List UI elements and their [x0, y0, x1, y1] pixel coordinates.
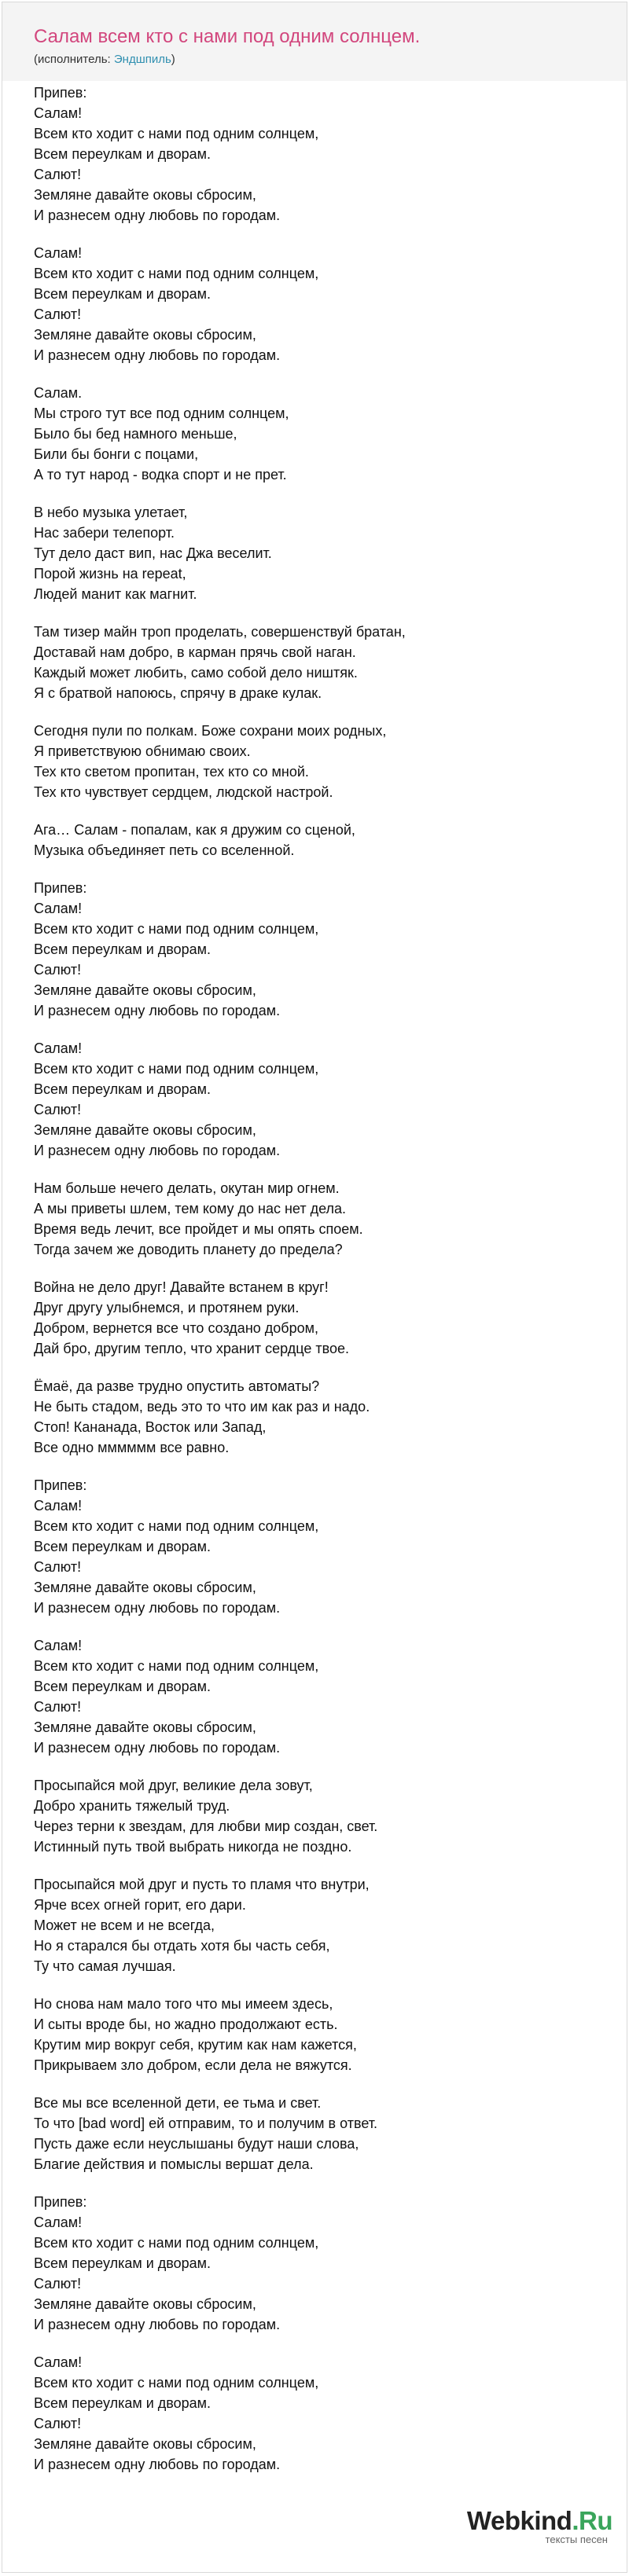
lyric-line: Нас забери телепорт. [34, 525, 175, 541]
lyric-line: Всем кто ходит с нами под одним солнцем, [34, 1061, 319, 1077]
lyrics-stanza [34, 1038, 627, 1161]
lyric-line: Ту что самая лучшая. [34, 1958, 176, 1974]
lyric-line: А мы приветы шлем, тем кому до нас нет дела. [34, 1201, 347, 1216]
lyric-line: Стоп! Кананада, Восток или Запад, [34, 1419, 267, 1435]
lyric-line: Тогда зачем же доводить планету до предела? [34, 1242, 343, 1257]
lyrics-stanza [34, 2093, 627, 2174]
lyric-line: Салам! [34, 2354, 83, 2370]
lyric-line: Салют! [34, 962, 82, 978]
lyric-line: Просыпайся мой друг, великие дела зовут, [34, 1778, 313, 1793]
logo-web: Webkind [466, 2506, 572, 2535]
lyric-line: Не быть стадом, ведь это то что им как раз и надо. [34, 1399, 370, 1415]
lyric-line: Салам! [34, 2215, 83, 2230]
lyric-line: Всем кто ходит с нами под одним солнцем, [34, 2235, 319, 2251]
lyric-line: Пусть даже если неуслышаны будут наши слова, [34, 2136, 359, 2152]
lyric-line: И разнесем одну любовь по городам. [34, 1143, 281, 1158]
lyric-line: Время ведь лечит, все пройдет и мы опять споем. [34, 1221, 363, 1237]
lyric-line: Всем кто ходит с нами под одним солнцем, [34, 1518, 319, 1534]
lyric-line: Просыпайся мой друг и пусть то пламя что внутри, [34, 1877, 370, 1892]
lyrics-stanza [34, 2192, 627, 2335]
lyric-line: Через терни к звездам, для любви мир создан, свет. [34, 1818, 378, 1834]
lyric-line: Салют! [34, 2416, 82, 2431]
artist-link[interactable]: Эндшпиль [113, 53, 171, 66]
lyric-line: Всем кто ходит с нами под одним солнцем, [34, 266, 319, 281]
lyric-line: Все мы все вселенной дети, ее тьма и свет. [34, 2095, 322, 2111]
lyric-line: Всем переулкам и дворам. [34, 2255, 212, 2271]
lyric-line: Земляне давайте оковы сбросим, [34, 1122, 256, 1138]
lyric-line: Салют! [34, 1699, 82, 1715]
lyric-line: Салам! [34, 1040, 83, 1056]
lyric-line: А то тут народ - водка спорт и не прет. [34, 467, 287, 483]
lyric-line: Ярче всех огней горит, его дари. [34, 1897, 246, 1913]
lyric-line: Сегодня пули по полкам. Боже сохрани моих родных, [34, 723, 387, 739]
lyric-line: Земляне давайте оковы сбросим, [34, 2296, 256, 2312]
lyric-line: Музыка объединяет петь со вселенной. [34, 842, 295, 858]
lyric-line: Может не всем и не всегда, [34, 1917, 215, 1933]
lyric-line: Мы строго тут все под одним солнцем, [34, 405, 289, 421]
lyric-line: Салам! [34, 245, 83, 261]
lyrics-stanza [34, 1874, 627, 1976]
lyric-line: Припев: [34, 880, 87, 896]
lyric-line: Салют! [34, 2276, 82, 2292]
lyric-line: И сыты вроде бы, но жадно продолжают есть. [34, 2016, 338, 2032]
lyric-line: Всем переулкам и дворам. [34, 2395, 212, 2411]
lyric-line: И разнесем одну любовь по городам. [34, 1003, 281, 1018]
lyric-line: Всем кто ходит с нами под одним солнцем, [34, 126, 319, 141]
lyrics-stanza [34, 1475, 627, 1618]
lyrics-stanza [34, 1277, 627, 1359]
lyric-line: Всем переулкам и дворам. [34, 1679, 212, 1694]
lyric-line: Земляне давайте оковы сбросим, [34, 327, 256, 343]
lyrics-stanza [34, 1994, 627, 2075]
lyric-line: И разнесем одну любовь по городам. [34, 347, 281, 363]
lyric-line: В небо музыка улетает, [34, 505, 188, 520]
lyric-line: Война не дело друг! Давайте встанем в круг! [34, 1279, 329, 1295]
lyrics-stanza [34, 1178, 627, 1260]
lyric-line: Порой жизнь на repeat, [34, 566, 186, 582]
lyric-line: Всем кто ходит с нами под одним солнцем, [34, 1658, 319, 1674]
lyric-line: Припев: [34, 85, 87, 101]
lyric-line: Друг другу улыбнемся, и протянем руки. [34, 1300, 300, 1316]
lyric-line: Было бы бед намного меньше, [34, 426, 237, 442]
lyric-line: Припев: [34, 1477, 87, 1493]
lyric-line: И разнесем одну любовь по городам. [34, 1740, 281, 1756]
logo-wordmark [467, 2508, 612, 2534]
lyric-line: Но снова нам мало того что мы имеем здесь, [34, 1996, 333, 2012]
lyrics-stanza [34, 83, 627, 226]
lyric-line: Салют! [34, 1102, 82, 1117]
lyric-line: Всем переулкам и дворам. [34, 146, 212, 162]
header [2, 2, 627, 81]
artist-suffix: ) [171, 53, 175, 66]
song-title: Салам всем кто с нами под одним солнцем. [34, 26, 421, 47]
lyric-line: Салют! [34, 306, 82, 322]
lyric-line: Салам! [34, 1498, 83, 1514]
lyric-line: Благие действия и помыслы вершат дела. [34, 2156, 314, 2172]
lyric-line: Тут дело даст вип, нас Джа веселит. [34, 545, 272, 561]
lyric-line: Земляне давайте оковы сбросим, [34, 982, 256, 998]
lyric-line: Но я старался бы отдать хотя бы часть себя, [34, 1938, 330, 1954]
lyrics-stanza [34, 2352, 627, 2475]
lyrics-stanza [34, 820, 627, 861]
artist-line [34, 53, 627, 67]
lyric-line: Ага… Салам - попалам, как я дружим со сценой, [34, 822, 355, 838]
lyric-line: Тех кто чувствует сердцем, людской настрой. [34, 784, 333, 800]
lyrics-stanza [34, 1775, 627, 1857]
artist-prefix: (исполнитель: [34, 53, 114, 66]
lyric-line: Били бы бонги с поцами, [34, 446, 199, 462]
lyric-line: Всем переулкам и дворам. [34, 1081, 212, 1097]
lyric-line: Тех кто светом пропитан, тех кто со мной. [34, 764, 309, 780]
lyric-line: Салам! [34, 1638, 83, 1653]
lyric-line: И разнесем одну любовь по городам. [34, 2317, 281, 2332]
lyric-line: Я приветствуюю обнимаю своих. [34, 743, 251, 759]
lyrics-stanza [34, 1376, 627, 1458]
logo-ru: .Ru [572, 2506, 612, 2535]
lyric-line: Всем переулкам и дворам. [34, 1539, 212, 1554]
lyric-line: И разнесем одну любовь по городам. [34, 207, 281, 223]
lyric-line: И разнесем одну любовь по городам. [34, 1600, 281, 1616]
lyric-line: Дай бро, другим тепло, что хранит сердце твое. [34, 1341, 349, 1356]
lyric-line: Крутим мир вокруг себя, крутим как нам кажется, [34, 2037, 357, 2053]
lyric-line: Ёмаё, да разве трудно опустить автоматы? [34, 1378, 320, 1394]
lyric-line: То что [bad word] ей отправим, то и получим в ответ. [34, 2115, 378, 2131]
lyrics-stanza [34, 383, 627, 485]
lyric-line: Всем переулкам и дворам. [34, 286, 212, 302]
lyrics-stanza [34, 1635, 627, 1758]
lyric-line: Там тизер майн троп проделать, совершенствуй братан, [34, 624, 406, 640]
site-logo[interactable] [467, 2508, 612, 2545]
lyric-line: Салют! [34, 167, 82, 182]
lyric-line: Земляне давайте оковы сбросим, [34, 1719, 256, 1735]
lyrics-stanza [34, 878, 627, 1021]
lyric-line: Всем кто ходит с нами под одним солнцем, [34, 921, 319, 937]
lyrics-stanza [34, 502, 627, 604]
lyric-line: Прикрываем зло добром, если дела не вяжутся. [34, 2057, 352, 2073]
page [2, 2, 627, 2573]
lyrics-stanza [34, 721, 627, 802]
lyric-line: Салам! [34, 901, 83, 916]
lyric-line: Все одно мммммм все равно. [34, 1440, 230, 1455]
lyric-line: Всем переулкам и дворам. [34, 941, 212, 957]
lyric-line: Земляне давайте оковы сбросим, [34, 1580, 256, 1595]
lyrics-stanza [34, 243, 627, 365]
lyric-line: Припев: [34, 2194, 87, 2210]
lyric-line: Салам. [34, 385, 83, 401]
lyric-line: Истинный путь твой выбрать никогда не поздно. [34, 1839, 352, 1855]
lyrics-stanza [34, 622, 627, 703]
lyrics-body [2, 81, 627, 2475]
lyric-line: Доставай нам добро, в карман прячь свой наган. [34, 644, 356, 660]
lyric-line: Каждый может любить, само собой дело ништяк. [34, 665, 358, 681]
lyric-line: И разнесем одну любовь по городам. [34, 2457, 281, 2472]
lyric-line: Я с братвой напоюсь, спрячу в драке кулак. [34, 685, 322, 701]
lyric-line: Салют! [34, 1559, 82, 1575]
lyric-line: Салам! [34, 105, 83, 121]
lyric-line: Добром, вернется все что создано добром, [34, 1320, 318, 1336]
lyric-line: Добро хранить тяжелый труд. [34, 1798, 230, 1814]
logo-tagline: тексты песен [545, 2534, 608, 2545]
lyric-line: Нам больше нечего делать, окутан мир огнем. [34, 1180, 340, 1196]
lyric-line: Земляне давайте оковы сбросим, [34, 2436, 256, 2452]
lyric-line: Людей манит как магнит. [34, 586, 197, 602]
lyric-line: Всем кто ходит с нами под одним солнцем, [34, 2375, 319, 2391]
lyric-line: Земляне давайте оковы сбросим, [34, 187, 256, 203]
